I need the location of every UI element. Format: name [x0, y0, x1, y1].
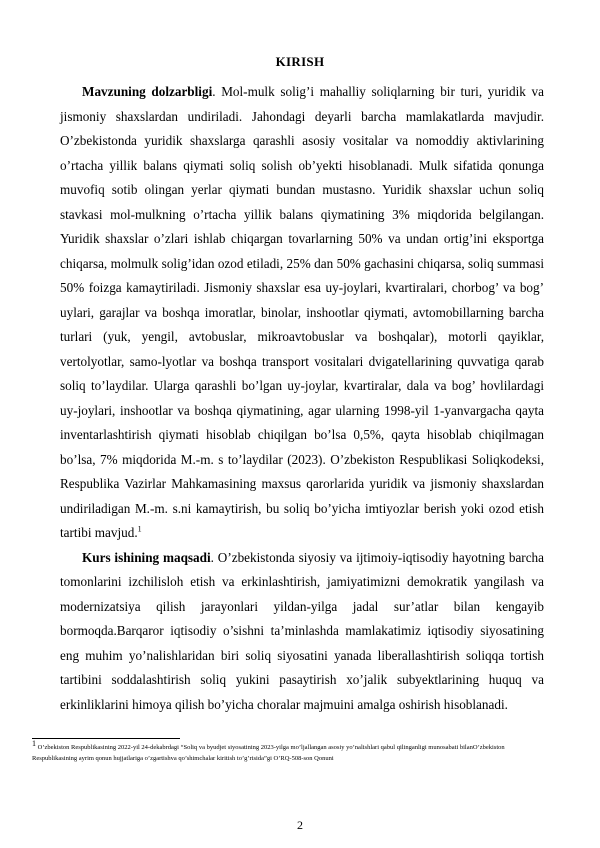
footnote-text: O’zbekiston Respublikasining 2022-yil 24-dekabrdagi “Soliq va byudjet siyosatining 2023-yilga mo’ljallangan asosiy yo’nalishlari qabul qilinganligi munosabati bilanO’zbekiston Respublikasining ayrim qonun hujjatlariga o’zgartishva qo’shimchalar kiritish to’g’risida”gi O’RQ-508-son Qonuni [32, 744, 505, 762]
page-number: 2 [297, 818, 303, 832]
paragraph-relevance [60, 80, 544, 546]
paragraph-lead: Mavzuning dolzarbligi [82, 84, 213, 99]
paragraph-goal [60, 546, 544, 718]
paragraph-lead: Kurs ishining maqsadi [82, 549, 211, 565]
paragraph-text: . Mol-mulk solig’i mahalliy soliqlarning bir turi, yuridik va jismoniy shaxslardan undiriladi. Jahondagi deyarli barcha mamlakatlarda mavjudir. O’zbekistonda yuridik shaxslarga qarashli asosiy vositalar va nomoddiy aktivlarining o’rtacha yillik balans qiymati soliq solish ob’yekti hisoblanadi. Mulk sifatida qonunga muvofiq sotib olingan yerlar qiymati bundan mustasno. Yuridik shaxslar uchun soliq stavkasi mol-mulkning o’rtacha yillik balans qiymatining 3% miqdorida belgilangan. Yuridik shaxslar o’zlari ishlab chiqargan tovarlarning 50% va undan ortig’ini eksportga chiqarsa, molmulk solig’idan ozod etiladi, 25% dan 50% gachasini chiqarsa, soliq summasi 50% foizga kamaytiriladi. Jismoniy shaxslar esa uy-joylari, kvartiralari, chorbog’ va bog’ uylari, garajlar va boshqa imoratlar, binolar, inshootlar qiymati, avtomobillarning barcha turlari (yuk, yengil, avtobuslar, mikroavtobuslar va boshqalar), motorli qayiklar, vertolyotlar, samo-lyotlar va boshqa transport vositalari dvigatellarining quvvatiga qarab soliq to’laydilar. Ularga qarashli bo’lgan uy-joylar, kvartiralar, dala va bog’ hovlilardagi uy-joylari, inshootlar va boshqa qiymatining, agar ularning 1998-yil 1-yanvargacha qayta inventarlashtirish qiymati hisoblab chiqilgan bo’lsa 0,5%, qayta hisoblab chiqilmagan bo’lsa, 7% miqdorida M.-m. s to’laydilar (2023). O’zbekiston Respublikasi Soliqkodeksi, Respublika Vazirlar Mahkamasining maxsus qarorlarida yuridik va jismoniy shaxslardan undiriladigan M.-m. s.ni kamaytirish, bu soliq bo’yicha imtiyozlar berish yoki ozod etish tartibi mavjud. [60, 84, 544, 540]
paragraph-text: . O’zbekistonda siyosiy va ijtimoiy-iqtisodiy hayotning barcha tomonlarini izchilisloh etish va erkinlashtirish, jamiyatimizni demokratik yangilash va modernizatsiya qilish jarayonlari yildan-yilga jadal sur’atlar bilan kengayib bormoqda.Barqaror iqtisodiy o’sishni ta’minlashda mamlakatimiz iqtisodiy siyosatining eng muhim yo’nalishlaridan biri soliq siyosatini yanada liberallashtirish soliqqa tortish tartibini soddalashtirish soliq yukini pasaytirish xo’jalik subyektlarining huquq va erkinliklarini himoya qilish bo’yicha choralar majmuini amalga oshirish hisoblanadi. [60, 549, 544, 712]
footnote-divider [32, 738, 180, 739]
page-heading: KIRISH [275, 54, 325, 69]
body-text [60, 80, 544, 717]
footnote [32, 738, 542, 764]
footnote-marker: 1 [32, 738, 36, 748]
footnote-reference: 1 [137, 524, 142, 534]
